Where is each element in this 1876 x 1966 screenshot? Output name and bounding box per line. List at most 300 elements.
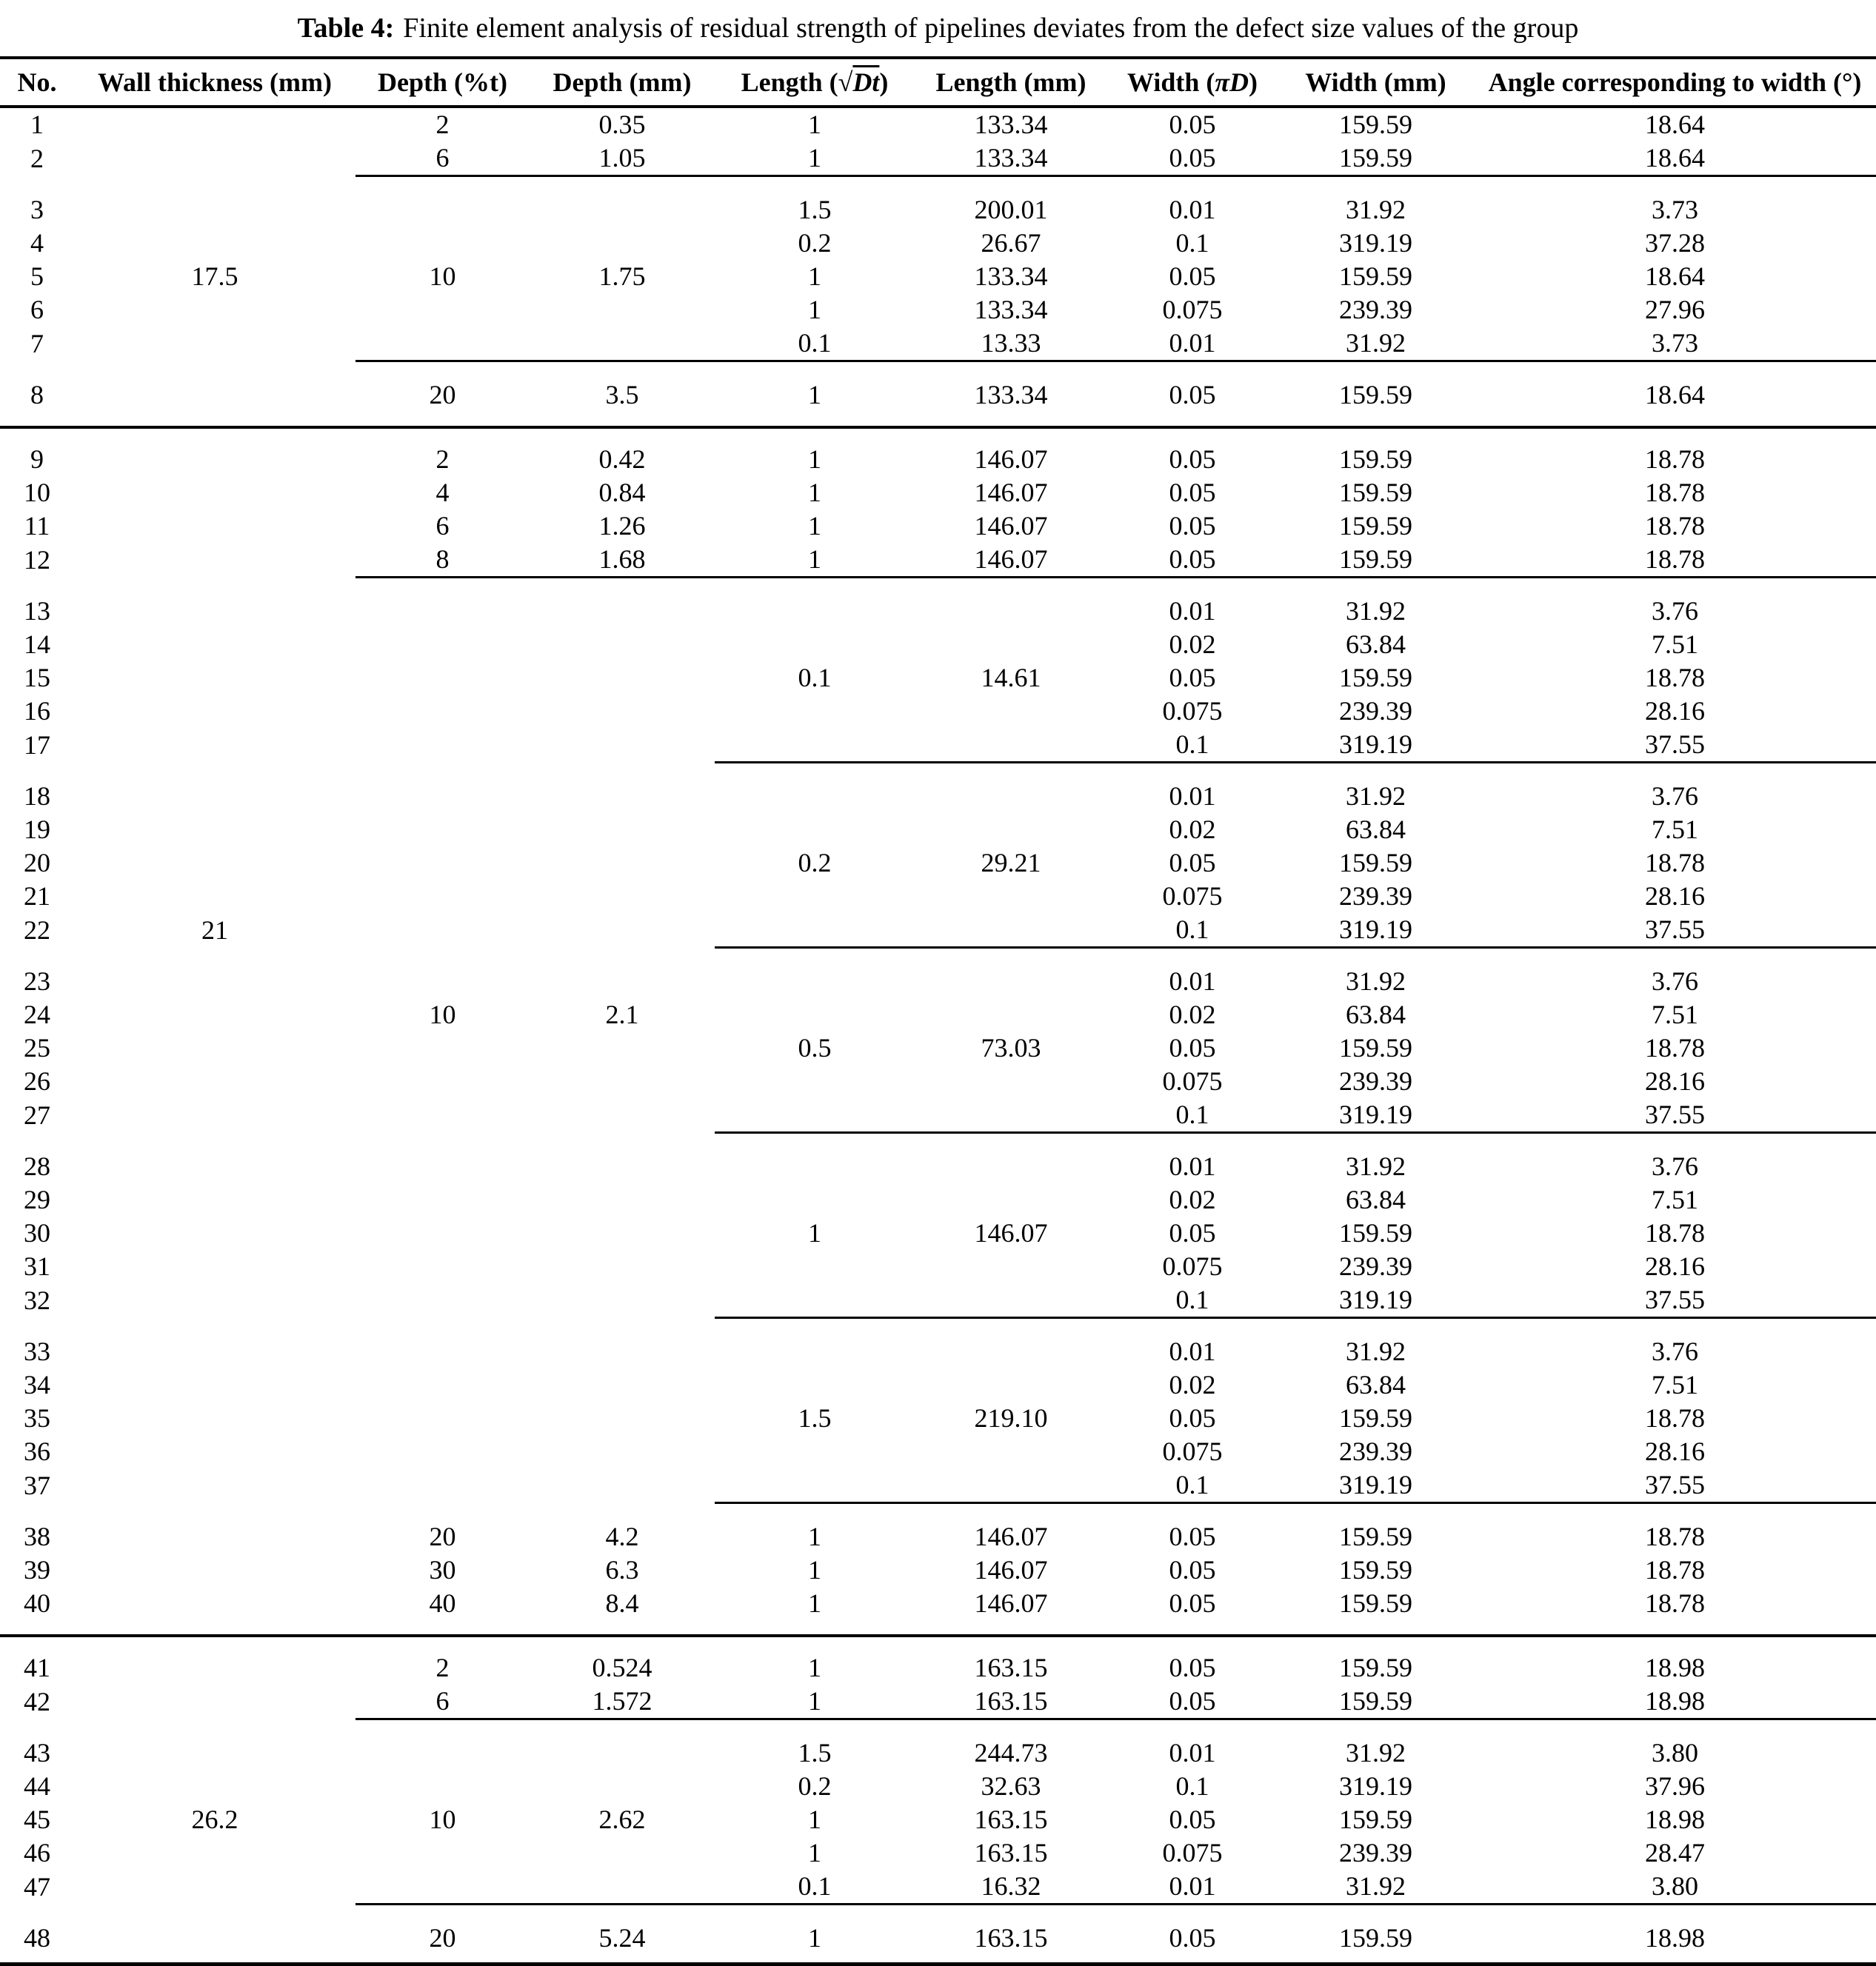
cell-no: 22 (24, 915, 50, 945)
cell-depth_pct: 10 (429, 261, 456, 291)
table-row (0, 378, 1876, 412)
cell-depth_mm: 0.524 (592, 1653, 652, 1682)
cell-length_mm (915, 1468, 1107, 1503)
cell-width_pid: 0.05 (1169, 1403, 1216, 1433)
table-row (0, 1803, 1876, 1836)
cell-angle: 18.78 (1645, 663, 1705, 692)
sqrt-symbol: √ (838, 67, 853, 97)
table-row (0, 1150, 1876, 1183)
separator-space (0, 763, 1876, 780)
cell-angle: 28.47 (1645, 1838, 1705, 1868)
cell-length_dt: 0.2 (798, 1771, 832, 1801)
cell-width_mm: 239.39 (1339, 881, 1412, 911)
cell-no: 44 (24, 1771, 50, 1801)
cell-wall (74, 1520, 355, 1554)
cell-length_mm: 133.34 (974, 380, 1048, 409)
cell-depth_pct: 20 (429, 380, 456, 409)
cell-depth_mm (530, 1098, 715, 1133)
cell-width_mm: 31.92 (1346, 195, 1406, 224)
cell-width_mm: 159.59 (1339, 1588, 1412, 1618)
table-caption-label: Table 4: (297, 13, 395, 44)
cell-depth_pct (355, 293, 530, 327)
table-row (0, 1554, 1876, 1587)
cell-depth_mm (530, 780, 715, 813)
header-text: Length ( (741, 67, 838, 97)
cell-angle: 7.51 (1652, 1370, 1698, 1400)
col-header-depth-mm: Depth (mm) (530, 58, 715, 107)
cell-length_dt: 1 (715, 1685, 915, 1719)
table-row (0, 1250, 1876, 1283)
radicand-dt: Dt (852, 67, 880, 97)
cell-width_mm: 159.59 (1339, 1555, 1412, 1585)
cell-no: 35 (24, 1403, 50, 1433)
cell-length_mm (915, 1183, 1107, 1217)
cell-width_mm: 159.59 (1339, 110, 1412, 139)
table-row (0, 595, 1876, 628)
cell-length_dt: 1 (808, 1522, 821, 1551)
cell-no: 28 (24, 1151, 50, 1181)
cell-wall (74, 661, 355, 695)
cell-no: 2 (30, 143, 44, 173)
cell-depth_pct (355, 1250, 530, 1283)
cell-no: 48 (24, 1923, 50, 1953)
cell-wall (74, 780, 355, 813)
cell-angle: 18.64 (1645, 380, 1705, 409)
cell-depth_mm (530, 1435, 715, 1468)
cell-length_mm: 133.34 (915, 141, 1107, 176)
cell-depth_mm: 0.84 (598, 478, 646, 507)
table-row (0, 913, 1876, 948)
separator-space (0, 1503, 1876, 1521)
cell-depth_pct (355, 1032, 530, 1065)
table-row (0, 1836, 1876, 1870)
cell-length_mm (915, 1435, 1107, 1468)
cell-width_pid: 0.075 (1162, 1838, 1223, 1868)
table-row (0, 1468, 1876, 1503)
cell-length_dt: 1 (715, 141, 915, 176)
cell-length_mm: 32.63 (981, 1771, 1041, 1801)
cell-depth_pct (355, 193, 530, 227)
cell-depth_mm (530, 1250, 715, 1283)
cell-width_pid: 0.1 (1107, 913, 1278, 948)
cell-width_mm: 159.59 (1278, 543, 1474, 578)
cell-length_mm: 163.15 (974, 1838, 1048, 1868)
cell-angle: 18.78 (1474, 543, 1876, 578)
cell-length_dt: 1 (808, 261, 821, 291)
cell-width_mm: 239.39 (1339, 696, 1412, 726)
separator-space (0, 948, 1876, 966)
cell-width_pid: 0.05 (1169, 663, 1216, 692)
cell-depth_mm (530, 1836, 715, 1870)
cell-length_dt: 0.5 (798, 1033, 832, 1063)
cell-depth_mm: 4.2 (605, 1522, 639, 1551)
cell-depth_pct: 2 (435, 110, 450, 139)
cell-length_mm: 163.15 (974, 1805, 1048, 1834)
cell-wall (74, 1685, 355, 1719)
table-row (0, 1368, 1876, 1402)
cell-length_mm: 26.67 (981, 228, 1041, 258)
cell-angle: 7.51 (1652, 815, 1698, 844)
cell-angle: 18.78 (1645, 1218, 1705, 1248)
cell-length_dt: 1 (808, 1218, 821, 1248)
col-header-no: No. (0, 58, 74, 107)
cell-length_mm (915, 1368, 1107, 1402)
cell-length_mm: 133.34 (974, 261, 1048, 291)
cell-depth_mm: 8.4 (605, 1588, 639, 1618)
cell-length_mm (915, 913, 1107, 948)
table-row (0, 1685, 1876, 1719)
cell-angle: 18.78 (1645, 1555, 1705, 1585)
cell-width_pid: 0.05 (1169, 511, 1216, 541)
cell-angle: 3.73 (1652, 195, 1698, 224)
cell-width_mm: 31.92 (1346, 781, 1406, 811)
table-row (0, 1402, 1876, 1435)
col-header-width-pid (1107, 58, 1278, 107)
cell-length_mm: 133.34 (974, 295, 1048, 324)
cell-no: 40 (24, 1588, 50, 1618)
cell-angle: 37.55 (1474, 913, 1876, 948)
cell-depth_pct (355, 1065, 530, 1098)
cell-no: 36 (24, 1437, 50, 1466)
cell-width_pid: 0.075 (1162, 1066, 1223, 1096)
cell-width_mm: 159.59 (1278, 1685, 1474, 1719)
cell-length_mm: 163.15 (915, 1685, 1107, 1719)
cell-length_mm: 146.07 (974, 478, 1048, 507)
cell-depth_pct: 6 (435, 511, 450, 541)
cell-angle: 3.76 (1652, 966, 1698, 996)
table-row (0, 728, 1876, 763)
cell-depth_pct: 4 (435, 478, 450, 507)
cell-depth_pct (355, 880, 530, 913)
cell-length_dt (715, 965, 915, 998)
cell-length_dt: 1 (808, 478, 821, 507)
cell-angle: 28.16 (1645, 1251, 1705, 1281)
cell-length_dt: 0.2 (798, 848, 832, 877)
cell-depth_mm (530, 1065, 715, 1098)
cell-depth_pct (355, 1402, 530, 1435)
cell-depth_pct: 20 (429, 1923, 456, 1953)
block-separator (0, 1905, 1876, 1922)
col-header-length-mm: Length (mm) (915, 58, 1107, 107)
table-row (0, 1283, 1876, 1318)
cell-depth_pct (355, 1435, 530, 1468)
cell-wall (74, 227, 355, 260)
cell-angle: 18.64 (1645, 110, 1705, 139)
cell-angle: 37.96 (1645, 1771, 1705, 1801)
cell-depth_mm (530, 327, 715, 361)
cell-width_pid: 0.05 (1169, 1588, 1216, 1618)
cell-depth_mm (530, 1770, 715, 1803)
cell-depth_mm (530, 1368, 715, 1402)
cell-depth_pct (355, 227, 530, 260)
cell-no: 13 (24, 596, 50, 626)
cell-angle: 18.78 (1645, 1403, 1705, 1433)
cell-length_dt (715, 1283, 915, 1318)
cell-wall (74, 1468, 355, 1503)
cell-angle: 37.55 (1474, 1098, 1876, 1133)
cell-depth_pct: 20 (429, 1522, 456, 1551)
cell-no: 46 (24, 1838, 50, 1868)
cell-length_dt: 1.5 (798, 1738, 832, 1768)
cell-wall (74, 543, 355, 578)
cell-no: 45 (24, 1805, 50, 1834)
cell-width_pid: 0.05 (1169, 1218, 1216, 1248)
cell-no: 24 (24, 1000, 50, 1029)
cell-angle: 3.73 (1474, 327, 1876, 361)
cell-angle: 28.16 (1645, 696, 1705, 726)
cell-angle: 37.28 (1645, 228, 1705, 258)
cell-length_mm (915, 595, 1107, 628)
cell-depth_mm: 5.24 (598, 1923, 646, 1953)
cell-depth_pct (355, 1736, 530, 1770)
cell-length_mm (915, 1150, 1107, 1183)
cell-wall (74, 1554, 355, 1587)
cell-depth_pct (355, 1217, 530, 1250)
cell-width_pid: 0.02 (1169, 815, 1216, 844)
group-divider-rule (0, 412, 1876, 443)
cell-length_mm: 244.73 (974, 1738, 1048, 1768)
cell-width_pid: 0.05 (1169, 1653, 1216, 1682)
table-row (0, 1922, 1876, 1955)
cell-depth_mm: 3.5 (605, 380, 639, 409)
cell-depth_mm: 2.1 (605, 1000, 639, 1029)
cell-wall (74, 327, 355, 361)
cell-width_mm: 159.59 (1278, 141, 1474, 176)
cell-depth_mm: 0.42 (598, 444, 646, 474)
cell-length_mm: 163.15 (974, 1923, 1048, 1953)
cell-angle: 27.96 (1645, 295, 1705, 324)
cell-no: 17 (24, 729, 50, 760)
data-table (0, 56, 1876, 1966)
col-header-length-sqrt-dt (715, 58, 915, 107)
cell-depth_mm (530, 595, 715, 628)
cell-length_dt: 1 (715, 543, 915, 578)
table-row (0, 1870, 1876, 1905)
cell-depth_mm (530, 1468, 715, 1503)
cell-no: 18 (24, 781, 50, 811)
cell-length_mm (915, 998, 1107, 1032)
cell-length_dt: 1 (808, 1805, 821, 1834)
cell-no: 16 (24, 696, 50, 726)
cell-width_mm: 31.92 (1278, 327, 1474, 361)
cell-depth_pct (355, 846, 530, 880)
cell-length_mm (915, 728, 1107, 763)
cell-width_mm: 319.19 (1278, 1468, 1474, 1503)
cell-wall (74, 965, 355, 998)
block-separator (0, 176, 1876, 194)
cell-width_mm: 239.39 (1339, 1437, 1412, 1466)
cell-wall (74, 1651, 355, 1685)
cell-width_mm: 31.92 (1346, 966, 1406, 996)
cell-depth_pct: 2 (435, 444, 450, 474)
cell-angle: 18.78 (1645, 848, 1705, 877)
cell-width_mm: 159.59 (1339, 1923, 1412, 1953)
cell-wall (74, 628, 355, 661)
table-row (0, 509, 1876, 543)
table-row (0, 813, 1876, 846)
cell-length_dt (715, 998, 915, 1032)
cell-length_dt: 1 (808, 444, 821, 474)
block-separator (0, 1719, 1876, 1737)
cell-no: 41 (24, 1653, 50, 1682)
cell-width_mm: 239.39 (1339, 295, 1412, 324)
separator-space (0, 1318, 1876, 1336)
table-row (0, 1098, 1876, 1133)
cell-length_mm: 200.01 (974, 195, 1048, 224)
cell-depth_mm (530, 1032, 715, 1065)
table-row (0, 141, 1876, 176)
cell-depth_pct (355, 595, 530, 628)
cell-width_pid: 0.05 (1169, 444, 1216, 474)
col-header-angle: Angle corresponding to width (°) (1474, 58, 1876, 107)
cell-length_dt: 1 (808, 1588, 821, 1618)
table-row (0, 780, 1876, 813)
cell-wall (74, 1032, 355, 1065)
block-separator (0, 1133, 1876, 1151)
table-row (0, 1335, 1876, 1368)
cell-width_mm: 159.59 (1339, 1033, 1412, 1063)
cell-wall: 26.2 (191, 1805, 238, 1834)
cell-angle: 18.78 (1645, 1033, 1705, 1063)
cell-length_dt (715, 1150, 915, 1183)
cell-width_pid: 0.01 (1107, 1870, 1278, 1905)
cell-depth_pct: 30 (429, 1555, 456, 1585)
cell-depth_pct (355, 1098, 530, 1133)
cell-length_dt: 1 (808, 380, 821, 409)
separator-space (0, 1133, 1876, 1151)
cell-no: 34 (24, 1370, 50, 1400)
cell-wall (74, 813, 355, 846)
cell-no: 33 (24, 1337, 50, 1366)
cell-angle: 18.64 (1474, 141, 1876, 176)
cell-width_pid: 0.02 (1169, 1185, 1216, 1214)
cell-angle: 3.80 (1652, 1738, 1698, 1768)
divider-line (0, 412, 1876, 443)
cell-depth_pct (355, 1368, 530, 1402)
block-separator (0, 948, 1876, 966)
separator-space (0, 176, 1876, 194)
cell-depth_pct (355, 628, 530, 661)
cell-length_dt (715, 595, 915, 628)
separator-space (0, 578, 1876, 595)
cell-angle: 18.78 (1645, 478, 1705, 507)
cell-wall (74, 695, 355, 728)
cell-length_mm: 29.21 (981, 848, 1041, 877)
block-separator (0, 1503, 1876, 1521)
cell-length_dt: 1 (808, 1555, 821, 1585)
cell-width_mm: 159.59 (1339, 1805, 1412, 1834)
cell-depth_pct (355, 1770, 530, 1803)
cell-width_pid: 0.05 (1107, 1685, 1278, 1719)
cell-width_pid: 0.05 (1169, 380, 1216, 409)
cell-depth_pct: 10 (429, 1000, 456, 1029)
cell-depth_pct: 8 (355, 543, 530, 578)
table-row (0, 1065, 1876, 1098)
cell-length_dt: 0.2 (798, 228, 832, 258)
cell-depth_mm: 1.26 (598, 511, 646, 541)
cell-width_pid: 0.01 (1169, 781, 1216, 811)
cell-no: 11 (24, 511, 50, 541)
cell-length_mm: 146.07 (974, 511, 1048, 541)
block-separator (0, 763, 1876, 780)
cell-wall: 17.5 (191, 261, 238, 291)
cell-angle: 3.76 (1652, 1337, 1698, 1366)
cell-width_mm: 239.39 (1339, 1066, 1412, 1096)
cell-width_mm: 319.19 (1278, 728, 1474, 763)
cell-depth_mm (530, 846, 715, 880)
cell-depth_pct (355, 1836, 530, 1870)
cell-length_mm: 219.10 (974, 1403, 1048, 1433)
cell-length_dt: 1 (808, 1923, 821, 1953)
cell-width_mm: 159.59 (1339, 261, 1412, 291)
cell-length_dt (715, 813, 915, 846)
cell-angle: 18.64 (1645, 261, 1705, 291)
header-text: Width ( (1126, 67, 1215, 97)
cell-wall (74, 846, 355, 880)
cell-length_dt: 0.1 (715, 1870, 915, 1905)
cell-length_dt (715, 1250, 915, 1283)
cell-no: 21 (24, 881, 50, 911)
cell-wall (74, 1283, 355, 1318)
table-row (0, 193, 1876, 227)
cell-wall (74, 1770, 355, 1803)
cell-width_mm: 63.84 (1346, 1370, 1406, 1400)
separator-space (0, 1719, 1876, 1737)
table-row (0, 1770, 1876, 1803)
separator-space (0, 1905, 1876, 1922)
bottom-space (0, 1955, 1876, 1965)
cell-depth_mm (530, 193, 715, 227)
cell-length_dt: 1 (808, 1838, 821, 1868)
cell-width_pid: 0.075 (1162, 881, 1223, 911)
cell-length_mm: 73.03 (981, 1033, 1041, 1063)
table-row (0, 965, 1876, 998)
cell-no: 8 (30, 380, 44, 409)
cell-width_mm: 319.19 (1278, 1098, 1474, 1133)
cell-width_pid: 0.02 (1169, 1370, 1216, 1400)
cell-no: 15 (24, 663, 50, 692)
cell-depth_mm: 1.05 (530, 141, 715, 176)
table-row (0, 293, 1876, 327)
cell-depth_mm: 1.68 (530, 543, 715, 578)
cell-width_mm: 159.59 (1339, 663, 1412, 692)
cell-wall (74, 1250, 355, 1283)
cell-width_pid: 0.075 (1162, 1437, 1223, 1466)
table-row (0, 260, 1876, 293)
cell-length_mm (915, 880, 1107, 913)
cell-length_mm: 146.07 (974, 1522, 1048, 1551)
cell-wall (74, 1098, 355, 1133)
cell-length_dt (715, 628, 915, 661)
cell-width_pid: 0.05 (1169, 1555, 1216, 1585)
col-header-width-mm: Width (mm) (1278, 58, 1474, 107)
cell-length_mm (915, 1098, 1107, 1133)
cell-wall (74, 107, 355, 141)
cell-length_dt (715, 1468, 915, 1503)
cell-width_pid: 0.05 (1169, 1923, 1216, 1953)
cell-width_pid: 0.05 (1169, 1522, 1216, 1551)
table-caption-text: Finite element analysis of residual strength of pipelines deviates from the defect size values of the group (403, 13, 1579, 44)
cell-no: 3 (30, 195, 44, 224)
pi-d-symbol: πD (1215, 67, 1249, 97)
cell-depth_pct: 6 (355, 1685, 530, 1719)
cell-no: 9 (30, 444, 44, 474)
cell-no: 4 (30, 228, 44, 258)
cell-no: 26 (24, 1066, 50, 1096)
cell-depth_pct (355, 1870, 530, 1905)
cell-length_mm: 146.07 (974, 444, 1048, 474)
cell-length_mm (915, 813, 1107, 846)
